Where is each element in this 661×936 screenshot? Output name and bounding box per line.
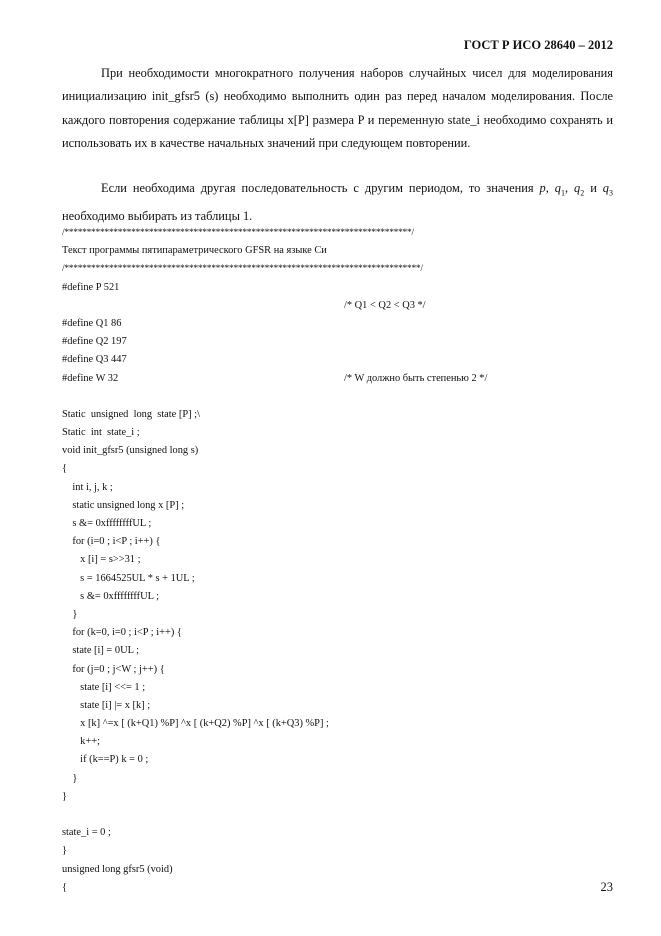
code-line: s &= 0xffffffffUL ; — [62, 518, 152, 529]
code-line — [62, 370, 622, 388]
code-line: { — [62, 463, 67, 475]
code-line: x [k] ^=x [ (k+Q1) %P] ^x [ (k+Q2) %P] ^x [ (k+Q3) %P] ; — [62, 718, 329, 730]
code-line: state [i] = 0UL ; — [62, 645, 140, 657]
paragraph-period — [62, 177, 613, 228]
code-line: } — [62, 772, 78, 784]
code-line: void init_gfsr5 (unsigned long s) — [62, 445, 199, 457]
code-comment: /* W должно быть степенью 2 */ — [344, 372, 488, 384]
code-line: Static unsigned long state [P] ;\ — [62, 408, 200, 420]
paragraph-repetition — [62, 62, 613, 156]
code-line: for (k=0, i=0 ; i<P ; i++) { — [62, 627, 182, 639]
code-line — [62, 297, 622, 315]
code-line: for (i=0 ; i<P ; i++) { — [62, 536, 161, 548]
paragraph-text: Если необходима другая последовательность с другим периодом, то значения p, $q_1$, $q_2$ и $q_3$ необходимо выбирать из таблицы 1. — [62, 181, 613, 223]
code-line: #define Q2 197 — [62, 336, 127, 348]
code-line — [62, 806, 622, 824]
code-line: } — [62, 790, 67, 802]
code-line: Static int state_i ; — [62, 427, 140, 439]
code-line: state [i] <<= 1 ; — [62, 681, 146, 693]
code-line: s &= 0xffffffffUL ; — [62, 590, 160, 602]
code-line: static unsigned long x [P] ; — [62, 499, 185, 511]
code-line: #define Q3 447 — [62, 354, 127, 366]
code-line: if (k==P) k = 0 ; — [62, 754, 149, 766]
code-line: /******************************************************************************/ — [62, 228, 414, 238]
code-line: x [i] = s>>31 ; — [62, 554, 141, 566]
code-listing — [62, 224, 622, 897]
code-line — [62, 388, 622, 406]
code-line: { — [62, 881, 67, 893]
code-line: } — [62, 845, 67, 857]
code-line: unsigned long gfsr5 (void) — [62, 863, 173, 875]
code-text: #define W 32 — [62, 372, 119, 384]
code-line: s = 1664525UL * s + 1UL ; — [62, 572, 195, 584]
code-line: k++; — [62, 736, 100, 748]
code-line: } — [62, 608, 78, 620]
code-line: state [i] |= x [k] ; — [62, 699, 151, 711]
code-line: Текст программы пятипараметрического GFSR на языке Си — [62, 245, 327, 257]
page-number: 23 — [600, 880, 613, 894]
document-header: ГОСТ Р ИСО 28640 – 2012 — [463, 38, 613, 52]
code-line: #define Q1 86 — [62, 317, 122, 329]
code-comment: /* Q1 < Q2 < Q3 */ — [344, 299, 426, 311]
code-line: /********************************************************************************/ — [62, 264, 423, 275]
code-line: for (j=0 ; j<W ; j++) { — [62, 663, 165, 675]
code-line: #define P 521 — [62, 281, 120, 293]
code-line: state_i = 0 ; — [62, 827, 111, 839]
paragraph-text: При необходимости многократного получения наборов случайных чисел для моделирования инициализацию init_gfsr5 (s) необходимо выполнить один раз перед началом моделирования. После каждого повторения содержание таблицы x[P] размера P и переменную state_i необходимо сохранять и использовать их в качестве начальных значений при следующем повторении. — [62, 66, 613, 151]
code-line: int i, j, k ; — [62, 481, 113, 493]
